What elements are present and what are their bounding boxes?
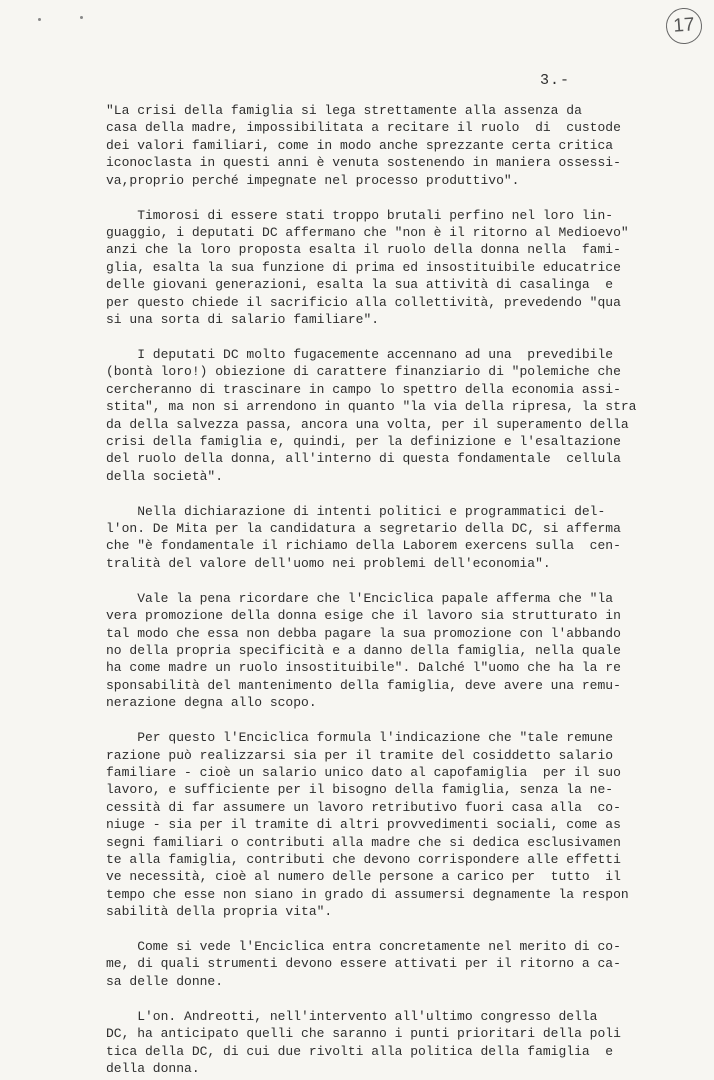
paragraph [106,207,672,329]
text-line: casa della madre, impossibilitata a recitare il ruolo di custode [106,120,621,136]
text-line: cercheranno di trascinare in campo lo spettro della economia assi- [106,381,621,397]
text-line: stita", ma non si arrendono in quanto "la via della ripresa, la stra [106,399,637,415]
text-line: lavoro, e sufficiente per il bisogno della famiglia, senza la ne- [106,782,614,798]
text-line: Vale la pena ricordare che l'Enciclica papale afferma che "la [106,590,614,606]
text-line: te alla famiglia, contributi che devono corrispondere alle effetti [106,851,621,867]
text-line: ve necessità, cioè al numero delle persone a carico per tutto il [106,869,621,885]
text-line: Come si vede l'Enciclica entra concretamente nel merito di co- [106,939,621,955]
text-line: sabilità della propria vita". [106,904,333,920]
paragraph [106,346,672,485]
text-line: Timorosi di essere stati troppo brutali perfino nel loro lin- [106,207,614,223]
paragraph [106,729,672,920]
text-line: ha come madre un ruolo insostituibile". Dalché l"uomo che ha la re [106,660,621,676]
paragraph [106,938,672,990]
text-line: della donna. [106,1061,200,1076]
text-line: familiare - cioè un salario unico dato al capofamiglia per il suo [106,764,621,780]
text-line: "La crisi della famiglia si lega strettamente alla assenza da [106,103,582,118]
text-line: tempo che esse non siano in grado di assumersi degnamente la respon [106,886,629,902]
text-line: sa delle donne. [106,973,224,989]
text-line: che "è fondamentale il richiamo della Laborem exercens sulla cen- [106,538,621,554]
paragraph [106,590,672,712]
paragraph [106,102,672,189]
text-line: anzi che la loro proposta esalta il ruolo della donna nella fami- [106,242,621,258]
text-line: Per questo l'Enciclica formula l'indicazione che "tale remune [106,730,614,746]
text-line: vera promozione della donna esige che il lavoro sia strutturato in [106,608,621,624]
text-line: guaggio, i deputati DC affermano che "non è il ritorno al Medioevo" [106,224,629,240]
text-line: L'on. Andreotti, nell'intervento all'ultimo congresso della [106,1008,598,1024]
text-line: per questo chiede il sacrificio alla collettività, prevedendo "qua [106,294,621,310]
text-line: del ruolo della donna, all'interno di questa fondamentale cellula [106,451,621,467]
text-line: sponsabilità del mantenimento della famiglia, deve avere una remu- [106,677,621,693]
text-line: razione può realizzarsi sia per il tramite del cosiddetto salario [106,747,614,763]
text-line: cessità di far assumere un lavoro retributivo fuori casa alla co- [106,799,621,815]
page-stamp [665,7,703,45]
paragraph [106,1008,672,1078]
text-line: glia, esalta la sua funzione di prima ed insostituibile educatrice [106,259,621,275]
text-line: iconoclasta in questi anni è venuta sostenendo in maniera ossessi- [106,155,621,171]
text-line: da della salvezza passa, ancora una volta, per il superamento della [106,416,629,432]
stamp-number: 17 [672,14,696,37]
text-line: I deputati DC molto fugacemente accennano ad una prevedibile [106,346,614,362]
text-line: crisi della famiglia e, quindi, per la definizione e l'esaltazione [106,433,621,449]
scan-speck [38,18,41,21]
text-line: segni familiari o contributi alla madre che si dedica esclusivamen [106,834,621,850]
text-line: DC, ha anticipato quelli che saranno i punti prioritari della poli [106,1026,621,1042]
text-line: tica della DC, di cui due rivolti alla politica della famiglia e [106,1043,614,1059]
text-line: si una sorta di salario familiare". [106,311,380,327]
text-line: tralità del valore dell'uomo nei problemi dell'economia". [106,555,551,571]
text-line: no della propria specificità e a danno della famiglia, nella quale [106,642,621,658]
text-line: tal modo che essa non debba pagare la sua promozione con l'abbando [106,625,621,641]
text-line: nerazione degna allo scopo. [106,695,317,711]
text-line: dei valori familiari, come in modo anche sprezzante certa critica [106,137,614,153]
document-body [106,102,672,1080]
text-line: delle giovani generazioni, esalta la sua attività di casalinga e [106,277,614,293]
text-line: Nella dichiarazione di intenti politici e programmatici del- [106,503,606,519]
text-line: l'on. De Mita per la candidatura a segretario della DC, si afferma [106,521,621,537]
text-line: (bontà loro!) obiezione di carattere finanziario di "polemiche che [106,364,621,380]
paragraph [106,503,672,573]
page-number: 3.- [540,72,571,89]
text-line: della società". [106,468,224,484]
text-line: niuge - sia per il tramite di altri provvedimenti sociali, come as [106,817,621,833]
text-line: va,proprio perché impegnate nel processo produttivo". [106,172,520,188]
scan-speck [80,16,83,19]
text-line: me, di quali strumenti devono essere attivati per il ritorno a ca- [106,956,621,972]
